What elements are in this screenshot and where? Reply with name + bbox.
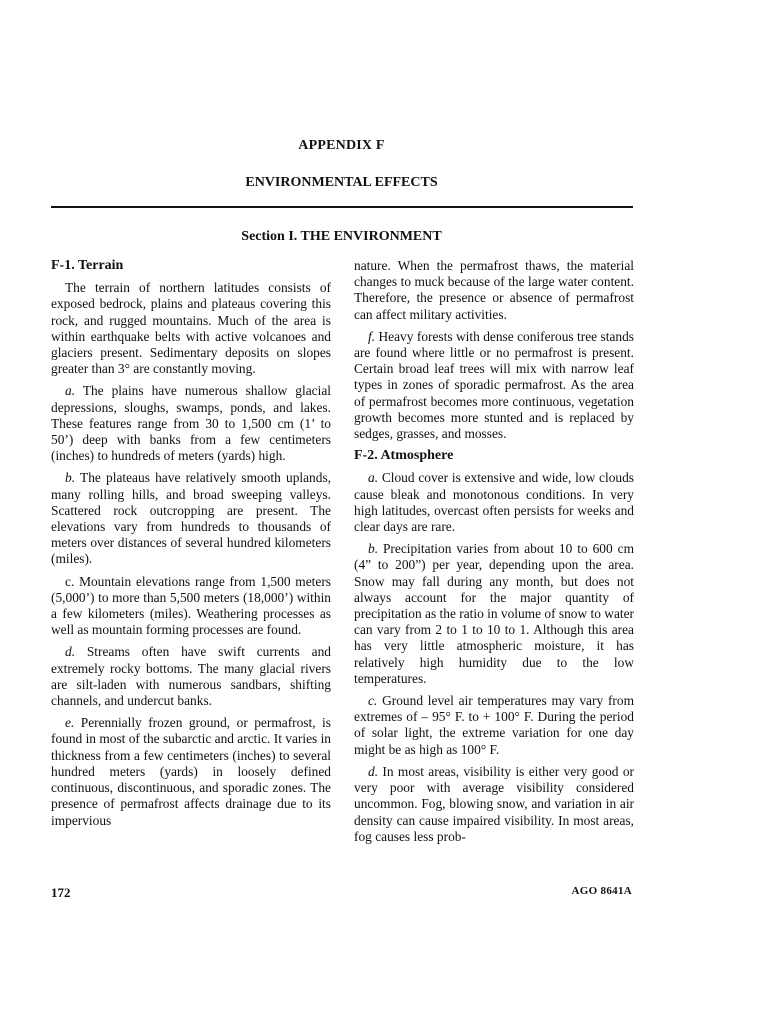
paragraph-lead-atm-c: c. (368, 693, 378, 709)
page-number: 172 (51, 885, 71, 900)
paragraph-terrain-d (51, 644, 331, 709)
heading-atmosphere: F-2. Atmosphere (354, 448, 454, 464)
paragraph-terrain-f (354, 329, 634, 442)
paragraph-atmosphere-d (354, 764, 634, 845)
document-code: AGO 8641A (571, 885, 632, 897)
paragraph-lead-d: d. (65, 644, 76, 660)
paragraph-terrain-e-continued: nature. When the permafrost thaws, the material changes to muck because of the large water content. Therefore, the presence or absence of permafrost can affect military activities. (354, 258, 634, 322)
chapter-title: ENVIRONMENTAL EFFECTS (245, 175, 438, 190)
horizontal-rule (51, 206, 633, 208)
paragraph-lead-e: e. (65, 715, 75, 731)
paragraph-lead-atm-b: b. (368, 541, 379, 557)
paragraph-atmosphere-b (354, 541, 634, 687)
paragraph-text-d: Streams often have swift currents and extremely rocky bottoms. The many glacial rivers are silt-laden with numerous sandbars, shifting channels, and undercut banks. (51, 644, 331, 709)
paragraph-text-atm-a: Cloud cover is extensive and wide, low clouds cause bleak and monotonous conditions. In very high latitudes, overcast often persists for weeks and clear days are rare. (354, 470, 634, 535)
paragraph-atmosphere-a (354, 470, 634, 535)
paragraph-terrain-e (51, 715, 331, 828)
paragraph-terrain-c: c. Mountain elevations range from 1,500 meters (5,000’) to more than 5,500 meters (18,000’) within a few kilometers (miles). Weathering processes as well as mountain forming processes are found. (51, 573, 331, 638)
paragraph-atmosphere-c (354, 693, 634, 758)
paragraph-text-atm-b: Precipitation varies from about 10 to 600 cm (4” to 200”) per year, depending upon the area. Snow may fall during any month, but does not always account for the major quantity of precipitation as the ratio in volume of snow to water can vary from 2 to 1 to 10 to 1. Although this area has very little atmospheric moisture, it has relatively high humidity due to the low temperatures. (354, 541, 635, 686)
right-column (354, 258, 634, 851)
left-column (51, 258, 331, 835)
heading-terrain: F-1. Terrain (51, 258, 124, 273)
appendix-title: APPENDIX F (298, 138, 385, 153)
paragraph-terrain-intro: The terrain of northern latitudes consists of exposed bedrock, plains and plateaus covering this rock, and rugged mountains. Much of the area is within earthquake belts with active volcanoes and glaciers present. Sedimentary deposits on slopes greater than 3° are constantly moving. (51, 280, 331, 377)
section-title: Section I. THE ENVIRONMENT (241, 229, 442, 244)
paragraph-lead-f: f. (368, 328, 376, 344)
paragraph-text-b: The plateaus have relatively smooth uplands, many rolling hills, and broad sweeping valleys. Scattered rock outcropping are present. The elevations vary from hundreds to thousands of meters over distances of several hundred kilometers (miles). (51, 470, 331, 567)
paragraph-terrain-a (51, 383, 331, 464)
paragraph-text-a: The plains have numerous shallow glacial depressions, sloughs, swamps, ponds, and lakes. These features range from 30 to 1,500 cm (1’ to 50’) deep with banks from a few centimeters (inches) to hundreds of meters (yards) high. (51, 383, 331, 464)
paragraph-lead-a: a. (65, 383, 76, 399)
paragraph-terrain-b (51, 470, 331, 567)
paragraph-text-atm-d: In most areas, visibility is either very good or very poor with average visibility considered uncommon. Fog, blowing snow, and variation in air density can cause impaired visibility. In most areas, fog causes less prob- (354, 763, 634, 844)
paragraph-text-f: Heavy forests with dense coniferous tree stands are found where little or no permafrost is present. Certain broad leaf trees will mix with narrow leaf types in zones of sporadic permafrost. As the area of permafrost becomes more continuous, vegetation growth becomes more stunted and is replaced by sedges, grasses, and mosses. (354, 328, 634, 442)
paragraph-lead-b: b. (65, 470, 76, 486)
paragraph-lead-atm-d: d. (368, 763, 379, 779)
paragraph-text-atm-c: Ground level air temperatures may vary from extremes of – 95° F. to + 100° F. During the period of solar light, the extreme variation for one day might be as high as 100° F. (354, 693, 634, 757)
paragraph-lead-atm-a: a. (368, 470, 379, 486)
paragraph-text-e: Perennially frozen ground, or permafrost, is found in most of the subarctic and arctic. It varies in thickness from a few centimeters (inches) to several hundred meters (yards) in loosely defined continuous, discontinuous, and sporadic zones. The presence of permafrost affects drainage due to its impervious (51, 715, 332, 828)
